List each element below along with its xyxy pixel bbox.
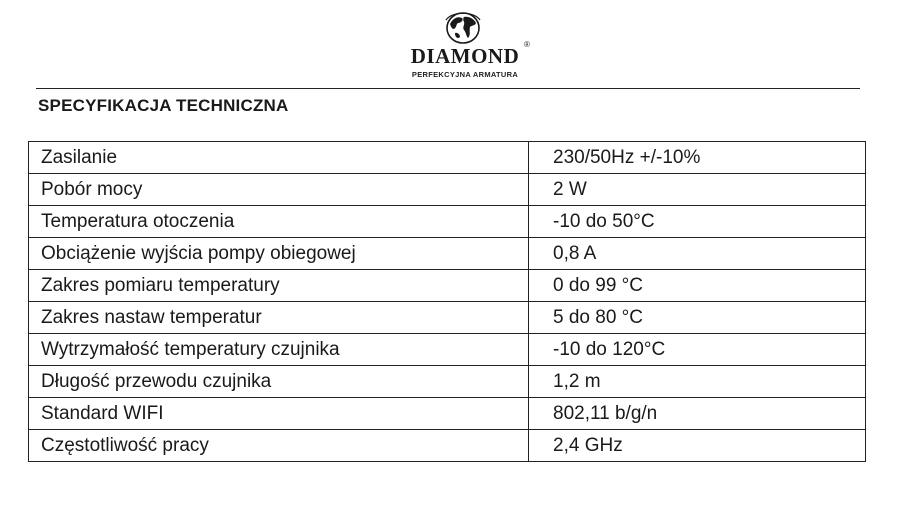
spec-value: 0 do 99 °C <box>529 270 866 302</box>
table-row <box>29 238 866 270</box>
spec-label: Obciążenie wyjścia pompy obiegowej <box>29 238 529 270</box>
table-row <box>29 270 866 302</box>
spec-value: -10 do 120°C <box>529 334 866 366</box>
registered-mark: ® <box>524 40 530 49</box>
spec-value: 2 W <box>529 174 866 206</box>
spec-label: Temperatura otoczenia <box>29 206 529 238</box>
table-row <box>29 206 866 238</box>
brand-tagline: PERFEKCYJNA ARMATURA <box>411 70 519 79</box>
spec-value: 2,4 GHz <box>529 430 866 462</box>
spec-value: 5 do 80 °C <box>529 302 866 334</box>
spec-label: Zakres pomiaru temperatury <box>29 270 529 302</box>
brand-logo <box>398 6 532 79</box>
table-row <box>29 174 866 206</box>
spec-label: Długość przewodu czujnika <box>29 366 529 398</box>
table-row <box>29 430 866 462</box>
spec-label: Zakres nastaw temperatur <box>29 302 529 334</box>
spec-value: -10 do 50°C <box>529 206 866 238</box>
brand-name: DIAMOND <box>410 44 520 68</box>
spec-table <box>28 141 866 462</box>
spec-value: 230/50Hz +/-10% <box>529 142 866 174</box>
spec-label: Wytrzymałość temperatury czujnika <box>29 334 529 366</box>
spec-label: Standard WIFI <box>29 398 529 430</box>
spec-value: 802,11 b/g/n <box>529 398 866 430</box>
globe-icon <box>442 8 484 44</box>
table-row <box>29 142 866 174</box>
spec-label: Częstotliwość pracy <box>29 430 529 462</box>
section-title: SPECYFIKACJA TECHNICZNA <box>38 96 289 115</box>
spec-value: 0,8 A <box>529 238 866 270</box>
table-row <box>29 398 866 430</box>
spec-label: Pobór mocy <box>29 174 529 206</box>
spec-label: Zasilanie <box>29 142 529 174</box>
table-row <box>29 302 866 334</box>
spec-value: 1,2 m <box>529 366 866 398</box>
table-row <box>29 366 866 398</box>
table-row <box>29 334 866 366</box>
header-divider <box>36 88 860 89</box>
